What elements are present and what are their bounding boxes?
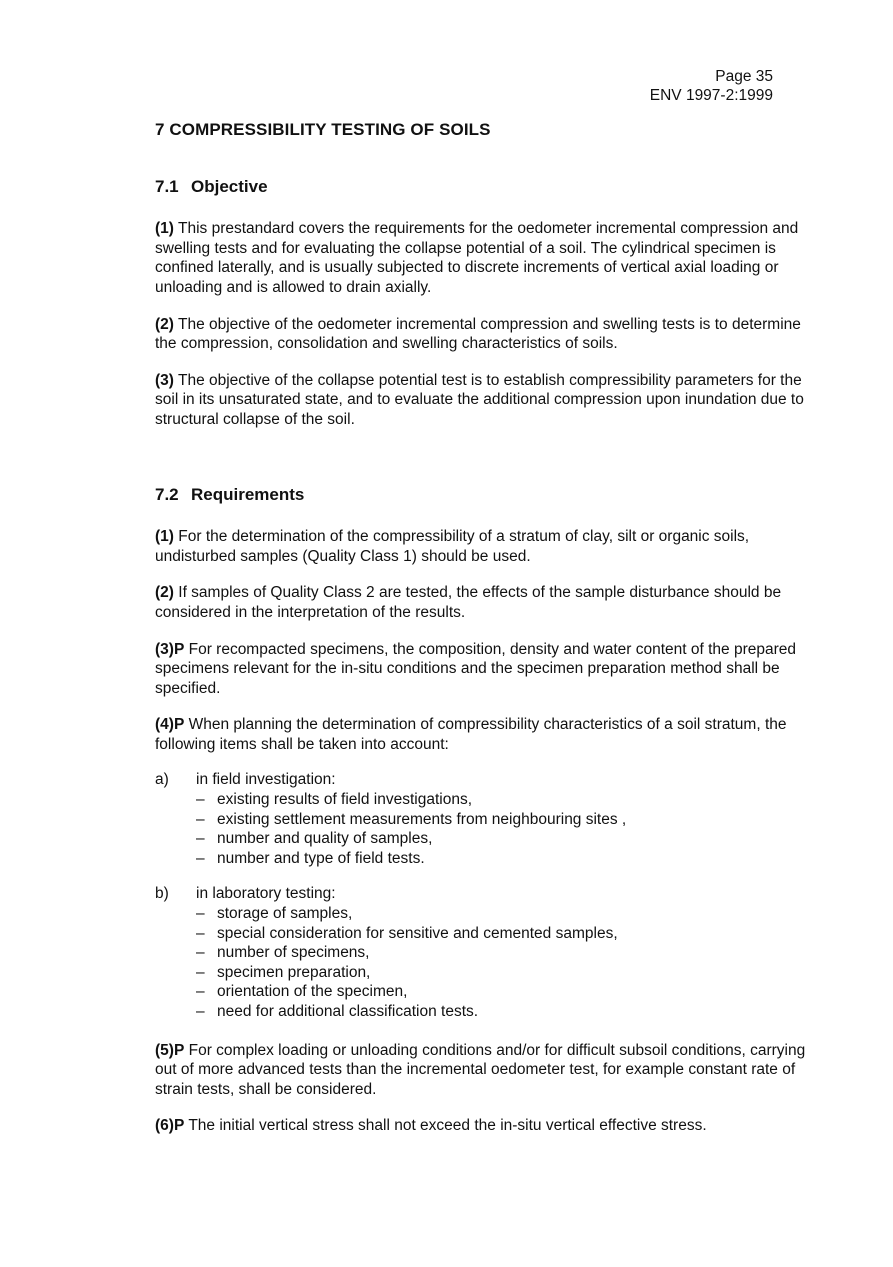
list-item <box>196 810 820 830</box>
list-item-text: storage of samples, <box>217 905 353 923</box>
list-item-text: specimen preparation, <box>217 963 371 981</box>
list-item <box>196 943 820 963</box>
list-items <box>155 790 820 868</box>
section-7-2-heading <box>155 485 820 505</box>
list-item <box>196 904 820 924</box>
paragraph-text: The objective of the oedometer incremental compression and swelling tests is to determine the compression, consolidation and swelling characteristics of soils. <box>155 315 801 353</box>
paragraph-text: This prestandard covers the requirements for the oedometer incremental compression and swelling tests and for evaluating the collapse potential of a soil. The cylindrical specimen is confined laterally, and is usually subjected to discrete increments of vertical axial loading or unloading and is allowed to drain axially. <box>155 220 799 296</box>
paragraph-label: (3) <box>155 371 174 389</box>
list-letter: b) <box>155 885 169 903</box>
dash-bullet: – <box>196 830 205 848</box>
list-item <box>196 829 820 849</box>
paragraph-text: For complex loading or unloading conditions and/or for difficult subsoil conditions, carrying out of more advanced tests than the incremental oedometer test, for example constant rate of strain tests, shall be considered. <box>155 1041 806 1098</box>
list-item-text: number and quality of samples, <box>217 830 433 848</box>
list-item-text: orientation of the specimen, <box>217 983 408 1001</box>
dash-bullet: – <box>196 810 205 828</box>
section-7-heading: 7 COMPRESSIBILITY TESTING OF SOILS <box>155 120 491 139</box>
dash-bullet: – <box>196 849 205 867</box>
paragraph-text: The objective of the collapse potential test is to establish compressibility parameters for the soil in its unsaturated state, and to evaluate the additional compression upon inundation due to structural collapse of the soil. <box>155 371 804 428</box>
paragraph-label: (3)P <box>155 640 185 658</box>
paragraph-label: (2) <box>155 315 174 333</box>
list-item-text: need for additional classification tests. <box>217 1003 479 1020</box>
list-letter: a) <box>155 771 169 789</box>
dash-bullet: – <box>196 963 205 981</box>
list-item-text: existing results of field investigations, <box>217 791 473 809</box>
page-number: Page 35 <box>715 68 773 85</box>
paragraph-text: For recompacted specimens, the composition, density and water content of the prepared specimens relevant for the in-situ conditions and the specimen preparation method shall be specified. <box>155 640 797 697</box>
dash-bullet: – <box>196 924 205 942</box>
section-7-1-title: Objective <box>191 176 268 196</box>
list-item-text: existing settlement measurements from neighbouring sites , <box>217 810 627 828</box>
list-items <box>155 904 820 1022</box>
dash-bullet: – <box>196 791 205 809</box>
standard-reference: ENV 1997-2:1999 <box>649 87 773 104</box>
list-item <box>196 1002 820 1022</box>
paragraph-label: (1) <box>155 528 174 546</box>
paragraph-7-2-1 <box>155 527 820 566</box>
paragraph-text: The initial vertical stress shall not exceed the in-situ vertical effective stress. <box>184 1117 707 1135</box>
paragraph-label: (1) <box>155 220 174 238</box>
list-item-text: number of specimens, <box>217 944 370 962</box>
list-item <box>196 790 820 810</box>
paragraph-label: (4)P <box>155 716 185 734</box>
paragraph-label: (6)P <box>155 1117 185 1135</box>
dash-bullet: – <box>196 983 205 1001</box>
paragraph-7-1-3 <box>155 371 820 430</box>
paragraph-7-2-3P <box>155 640 820 699</box>
page-header <box>650 67 773 105</box>
paragraph-7-2-6P <box>155 1116 820 1136</box>
paragraph-text: If samples of Quality Class 2 are tested, the effects of the sample disturbance should be considered in the interpretation of the results. <box>155 584 782 621</box>
list-item <box>196 924 820 944</box>
list-title: in laboratory testing: <box>196 885 336 903</box>
list-item <box>196 963 820 983</box>
paragraph-label: (5)P <box>155 1041 185 1059</box>
dash-bullet: – <box>196 944 205 962</box>
paragraph-7-2-4P <box>155 715 820 754</box>
list-title: in field investigation: <box>196 771 336 789</box>
list-item <box>196 849 820 869</box>
dash-bullet: – <box>196 905 205 923</box>
document-body <box>155 120 820 1136</box>
paragraph-7-2-2 <box>155 583 820 622</box>
section-7-2-title: Requirements <box>191 484 305 504</box>
list-item-text: special consideration for sensitive and cemented samples, <box>217 924 618 942</box>
section-7-1-number: 7.1 <box>155 176 179 196</box>
paragraph-label: (2) <box>155 584 174 602</box>
list-a-field-investigation <box>155 770 820 868</box>
list-b-laboratory-testing <box>155 884 820 1021</box>
section-7-2-number: 7.2 <box>155 484 179 504</box>
paragraph-7-2-5P <box>155 1041 820 1100</box>
paragraph-text: For the determination of the compressibility of a stratum of clay, silt or organic soils, undisturbed samples (Quality Class 1) should be used. <box>155 528 750 565</box>
paragraph-7-1-2 <box>155 315 820 354</box>
list-item <box>196 982 820 1002</box>
paragraph-7-1-1 <box>155 219 820 297</box>
section-7-1-heading <box>155 177 820 197</box>
dash-bullet: – <box>196 1003 205 1020</box>
paragraph-text: When planning the determination of compressibility characteristics of a soil stratum, the following items shall be taken into account: <box>155 716 787 753</box>
list-item-text: number and type of field tests. <box>217 849 425 867</box>
